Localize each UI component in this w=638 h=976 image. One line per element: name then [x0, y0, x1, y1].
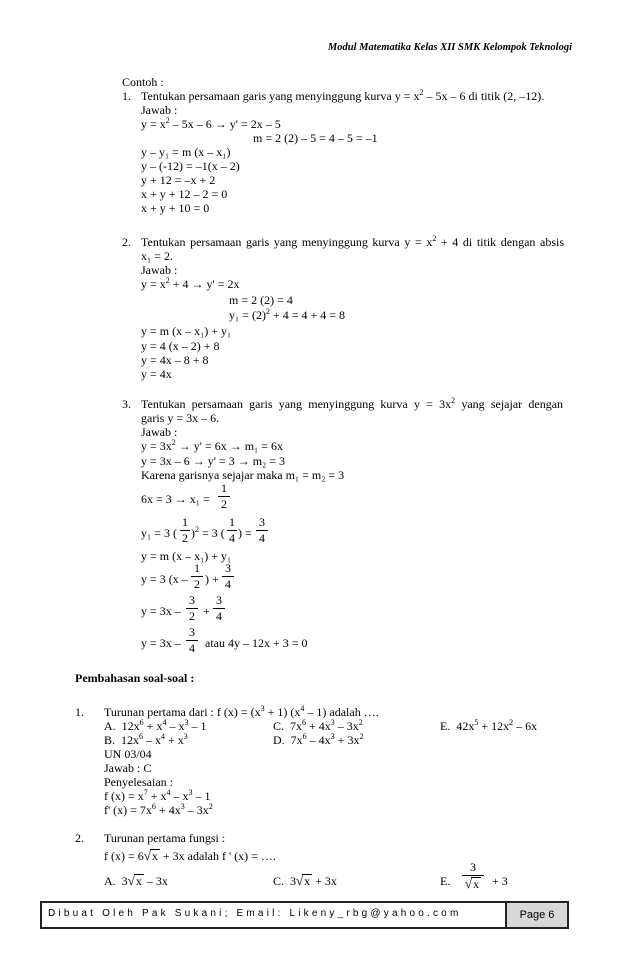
example-3-line-6: y = m (x – x₁) + y₁	[141, 549, 232, 563]
problem-2-number: 2.	[75, 831, 84, 845]
example-3-line-8b: +	[203, 604, 210, 618]
problem-2-option-c: C. 3√x + 3x	[273, 873, 337, 888]
problem-2-question: Turunan pertama fungsi :	[104, 831, 226, 845]
problem-1-option-b: B. $12x^6 - x^4 + x^3$	[104, 732, 188, 747]
example-1-line-6: x + y + 12 – 2 = 0	[141, 187, 228, 201]
example-3-line-5b: )$^2$ = 3 (	[191, 525, 225, 540]
problem-1-option-c: C. $7x^6 + 4x^3 - 3x^2$	[273, 718, 363, 733]
problem-1-solution-label: Penyelesaian :	[104, 775, 173, 789]
example-3-line-5c: ) =	[238, 526, 252, 540]
example-1-line-2: m = 2 (2) – 5 = 4 – 5 = –1	[253, 131, 378, 145]
example-3-line-2: y = 3x – 6 → y' = 3 → m₂ = 3	[141, 454, 285, 468]
fraction-one-half: 1 2	[182, 515, 188, 545]
example-2-line-1: $y = x^2 + 4 \to y' = 2x$	[141, 276, 240, 291]
example-3-question: Tentukan persamaan garis yang menyinggung kurva $y = 3x^2$ yang sejajar dengan	[141, 396, 564, 411]
page-number: Page 6	[505, 901, 569, 929]
sqrt-icon: √	[296, 873, 304, 888]
problem-1-option-d: D. $7x^6 - 4x^3 + 3x^2$	[273, 732, 364, 747]
example-3-line-9: y = 3x –	[141, 636, 181, 650]
page-header-title: Modul Matematika Kelas XII SMK Kelompok Teknologi	[327, 42, 572, 53]
example-3-line-7: y = 3 (x –	[141, 572, 188, 586]
example-2-question: Tentukan persamaan garis yang menyinggung kurva $y = x^2 + 4$ di titik dengan absis	[141, 234, 565, 249]
example-2-line-4: y = m (x – x₁) + y₁	[141, 324, 232, 338]
example-3-line-1: $y = 3x^2 \to y' = 6x \to m_1 = 6x$	[141, 438, 283, 453]
example-3-number: 3.	[122, 397, 131, 411]
fraction-three-quarters: 3 4	[256, 516, 268, 545]
example-2-question-2: x₁ = 2.	[141, 249, 173, 263]
example-3-line-8: y = 3x –	[141, 604, 181, 618]
contoh-label: Contoh :	[122, 75, 164, 89]
problem-1-option-a: A. $12x^6 + x^4 - x^3 - 1$	[104, 718, 207, 733]
footer-author-email: Dibuat Oleh Pak Sukani; Email: Likeny_rbg@yahoo.com	[48, 908, 462, 919]
problem-1-solution-line-2: f' $(x) = 7x^6 + 4x^3 - 3x^2$	[104, 802, 213, 817]
example-3-line-7b: ) +	[205, 572, 219, 586]
problem-2-option-e-rest: + 3	[492, 874, 508, 888]
problem-1-solution-line-1: f $(x) = x^7 + x^4 - x^3 - 1$	[104, 788, 211, 803]
example-2-line-2: m = 2 (2) = 4	[229, 293, 293, 307]
problem-1-source: UN 03/04	[104, 747, 152, 761]
fraction-one-quarter: 1 4	[229, 515, 235, 545]
sqrt-icon: √	[143, 848, 151, 863]
problem-2-function: f (x) = 6√x + 3x adalah f ' (x) = ….	[104, 848, 276, 863]
example-3-line-5: y₁ = 3 (	[141, 526, 177, 540]
fraction-three-quarters: 3 4	[186, 626, 198, 655]
fraction-three-quarters: 3 4	[213, 594, 225, 623]
example-3-line-4: 6x = 3 → x₁ =	[141, 492, 210, 506]
fraction-three-quarters: 3 4	[222, 562, 234, 591]
example-1-question: Tentukan persamaan garis yang menyinggung kurva $y = x^2 - 5x - 6$ di titik (2, –12).	[141, 88, 545, 103]
example-2-line-7: y = 4x	[141, 367, 172, 381]
example-2-jawab: Jawab :	[141, 263, 178, 277]
section-title-pembahasan: Pembahasan soal-soal :	[75, 671, 195, 685]
fraction-one-half: 1 2	[191, 562, 203, 591]
example-1-line-7: x + y + 10 = 0	[141, 201, 210, 215]
problem-2-option-e-label: E.	[440, 874, 451, 888]
example-2-line-5: y = 4 (x – 2) + 8	[141, 339, 220, 353]
example-1-jawab: Jawab :	[141, 103, 178, 117]
example-2-number: 2.	[122, 235, 131, 249]
example-1-line-1: $y = x^2 - 5x - 6 \to y' = 2x - 5$	[141, 116, 281, 131]
example-3-line-3: Karena garisnya sejajar maka m₁ = m₂ = 3	[141, 468, 345, 482]
problem-2-option-e-fraction: 3 √x	[462, 861, 484, 891]
example-3-question-2: garis y = 3x – 6.	[141, 411, 220, 425]
problem-1-answer: Jawab : C	[104, 761, 152, 775]
problem-1-number: 1.	[75, 705, 84, 719]
fraction-three-halves: 3 2	[186, 594, 198, 623]
sqrt-icon: √	[127, 873, 135, 888]
example-3-line-9b: atau 4y – 12x + 3 = 0	[205, 636, 308, 650]
example-2-line-6: y = 4x – 8 + 8	[141, 353, 209, 367]
page-footer	[40, 901, 569, 929]
fraction-one-half: 1 2	[218, 482, 230, 511]
example-1-number: 1.	[122, 89, 131, 103]
problem-1-option-e: E. $42x^5 + 12x^2 - 6x$	[440, 718, 538, 733]
problem-1-question: Turunan pertama dari : f $(x) = (x^3 + 1)$ $(x^4 - 1)$ adalah ….	[104, 704, 379, 719]
example-3-jawab: Jawab :	[141, 425, 178, 439]
example-1-line-3: y – y₁ = m (x – x₁)	[141, 145, 231, 159]
example-2-line-3: $y_1 = (2)^2 + 4 = 4 + 4 = 8$	[229, 307, 346, 322]
example-1-line-4: y – (-12) = –1(x – 2)	[141, 159, 240, 173]
problem-2-option-a: A. 3√x – 3x	[104, 873, 168, 888]
sqrt-icon: √	[464, 876, 473, 891]
example-1-line-5: y + 12 = –x + 2	[141, 173, 216, 187]
